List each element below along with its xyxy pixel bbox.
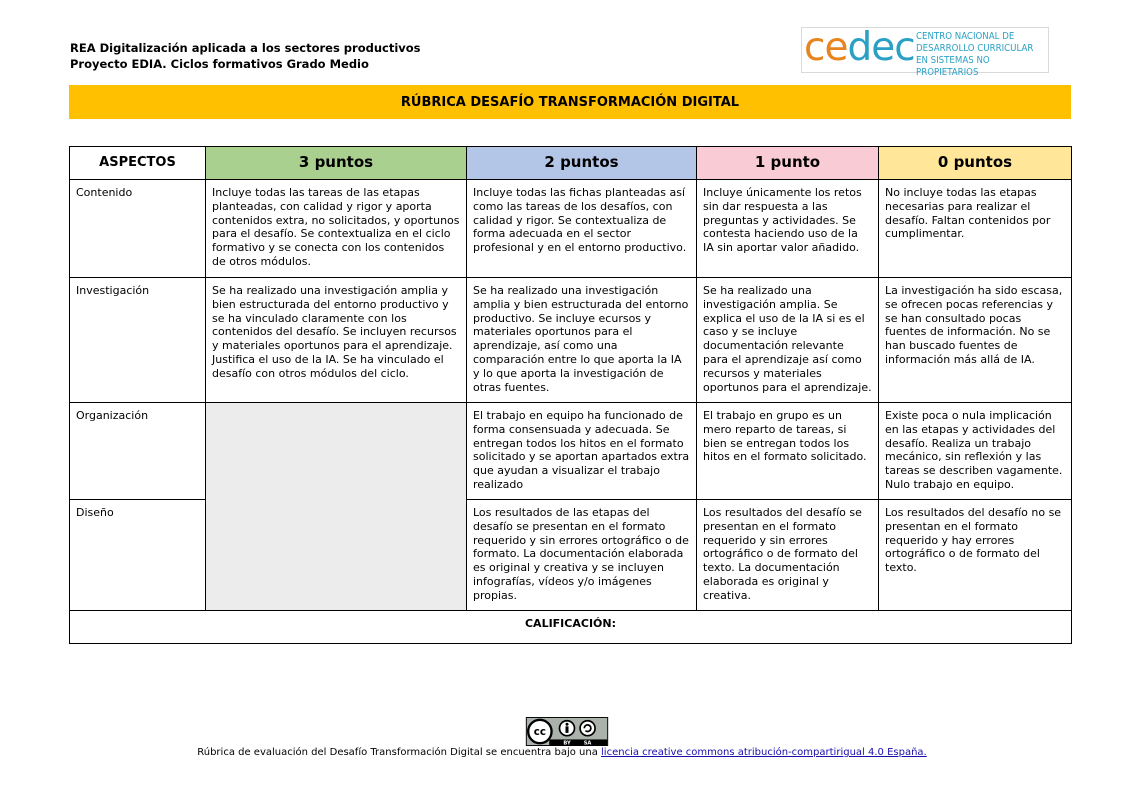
header-0-points: 0 puntos [879, 147, 1072, 180]
header-line-2: Proyecto EDIA. Ciclos formativos Grado Medio [70, 57, 369, 71]
cell-contenido-0: No incluye todas las etapas necesarias para realizar el desafío. Faltan contenidos por cumplimentar. [879, 180, 1072, 278]
logo-wordmark [804, 24, 915, 72]
table-row [70, 278, 1072, 403]
logo-tagline-2: DESARROLLO CURRICULAR [916, 43, 1034, 54]
logo-tagline-3: EN SISTEMAS NO PROPIETARIOS [916, 55, 990, 78]
cedec-logo [801, 25, 1049, 78]
cell-diseno-1: Los resultados del desafío se presentan en el formato requerido y sin errores ortográfico o de formato del texto. La documentación elaborada es original y creativa. [697, 500, 879, 611]
cc-label: cc [533, 726, 546, 739]
logo-word-orange: ce [804, 25, 848, 70]
cc-by-label: BY [563, 740, 571, 746]
header-3-points: 3 puntos [206, 147, 467, 180]
cell-investigacion-1: Se ha realizado una investigación amplia. Se explica el uso de la IA si es el caso y se incluye documentación relevante para el aprendizaje así como recursos y materiales oportunos para el aprendizaje. [697, 278, 879, 403]
aspect-organizacion: Organización [70, 403, 206, 500]
cell-contenido-1: Incluye únicamente los retos sin dar respuesta a las preguntas y actividades. Se contesta haciendo uso de la IA sin aportar valor añadido. [697, 180, 879, 278]
logo-word-blue: dec [847, 25, 915, 70]
cell-organizacion-1: El trabajo en grupo es un mero reparto de tareas, si bien se entregan todos los hitos en el formato solicitado. [697, 403, 879, 500]
header-2-points: 2 puntos [467, 147, 697, 180]
license-link[interactable]: licencia creative commons atribución-compartirigual 4.0 España. [601, 747, 927, 758]
cell-diseno-0: Los resultados del desafío no se presentan en el formato requerido y hay errores ortográfico o de formato del texto. [879, 500, 1072, 611]
aspect-contenido: Contenido [70, 180, 206, 278]
total-row [70, 611, 1072, 644]
cell-organizacion-2: El trabajo en equipo ha funcionado de forma consensuada y adecuada. Se entregan todos los hitos en el formato solicitado y se aportan apartados extra que ayudan a visualizar el trabajo realizado [467, 403, 697, 500]
header-row [70, 147, 1072, 180]
header-aspects: ASPECTOS [70, 147, 206, 180]
cell-contenido-3: Incluye todas las tareas de las etapas planteadas, con calidad y rigor y aporta contenidos extra, no solicitados, y oportunos para el desafío. Se contextualiza en el ciclo formativo y se conecta con los contenidos de otros módulos. [206, 180, 467, 278]
calificacion-label: CALIFICACIÓN: [70, 611, 1072, 644]
cell-investigacion-2: Se ha realizado una investigación amplia y bien estructurada del entorno productivo. Se incluye ecursos y materiales oportunos para el aprendizaje, así como una comparación entre lo que aporta la IA y lo que aporta la investigación de otras fuentes. [467, 278, 697, 403]
cell-investigacion-0: La investigación ha sido escasa, se ofrecen pocas referencias y se han consultado pocas fuentes de información. No se han buscado fuentes de información más allá de IA. [879, 278, 1072, 403]
aspect-investigacion: Investigación [70, 278, 206, 403]
license-text: Rúbrica de evaluación del Desafío Transformación Digital se encuentra bajo una [197, 747, 602, 758]
cell-investigacion-3: Se ha realizado una investigación amplia y bien estructurada del entorno productivo y se ha vinculado claramente con los contenidos del desafío. Se incluyen recursos y materiales oportunos para el aprendizaje. Justifica el uso de la IA. Se ha vinculado el desafío con otros módulos del ciclo. [206, 278, 467, 403]
logo-tagline [916, 31, 1048, 79]
cc-sa-label: SA [583, 740, 592, 746]
rubric-title-banner [69, 85, 1071, 119]
cell-organizacion-0: Existe poca o nula implicación en las etapas y actividades del desafío. Realiza un trabajo mecánico, sin reflexión y las tareas se describen vagamente. Nulo trabajo en equipo. [879, 403, 1072, 500]
cell-diseno-2: Los resultados de las etapas del desafío se presentan en el formato requerido y sin errores ortográfico o de formato. La documentación elaborada es original y creativa y se incluyen infografías, vídeos y/o imágenes propias. [467, 500, 697, 611]
document-header [70, 40, 421, 72]
table-row [70, 403, 1072, 500]
rubric-title: RÚBRICA DESAFÍO TRANSFORMACIÓN DIGITAL [400, 94, 740, 110]
table-row [70, 180, 1072, 278]
cell-empty-shaded [206, 403, 467, 611]
cc-by-sa-badge-icon [524, 717, 610, 746]
aspect-diseno: Diseño [70, 500, 206, 611]
header-line-1: REA Digitalización aplicada a los sectores productivos [70, 41, 421, 55]
license-footer [0, 747, 1124, 758]
logo-tagline-1: CENTRO NACIONAL DE [916, 31, 1015, 42]
cell-contenido-2: Incluye todas las fichas planteadas así como las tareas de los desafíos, con calidad y rigor. Se contextualiza de forma adecuada en el sector profesional y en el entorno productivo. [467, 180, 697, 278]
header-1-point: 1 punto [697, 147, 879, 180]
rubric-table [69, 146, 1072, 644]
